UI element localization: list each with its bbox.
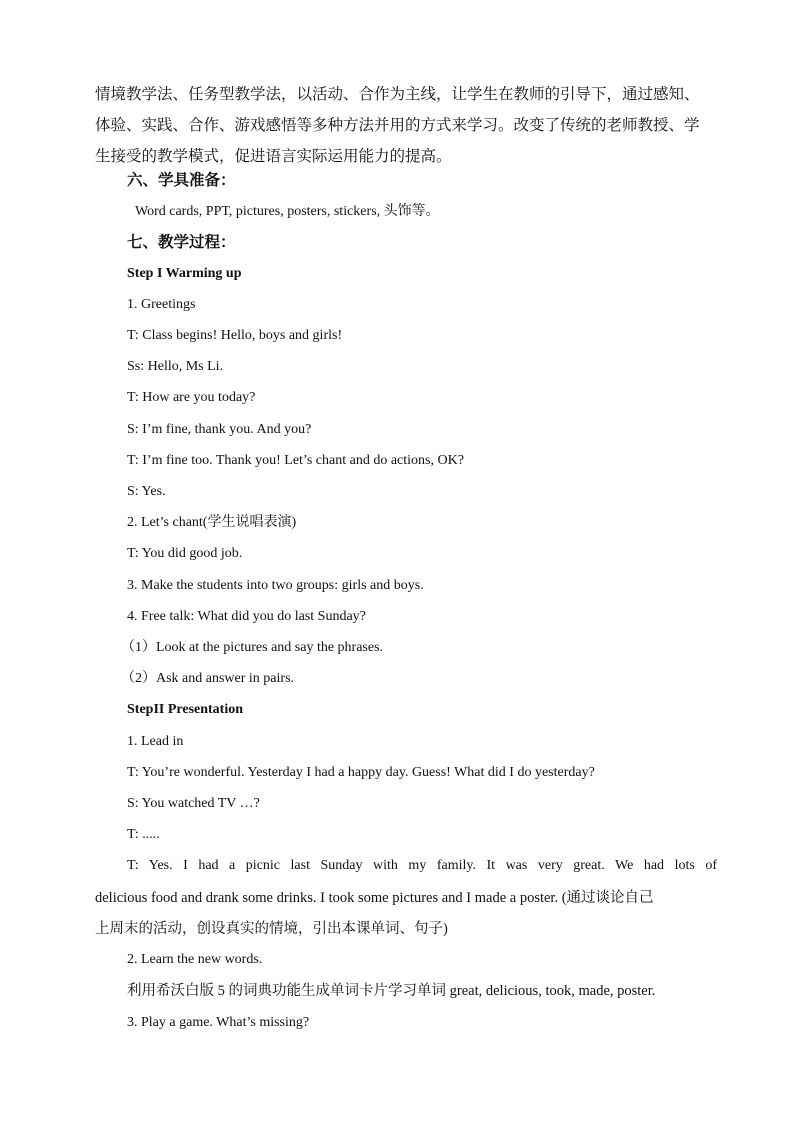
intro-line-3: 生接受的教学模式，促进语言实际运用能力的提高。 — [95, 148, 452, 165]
step-2-line: 2. Learn the new words. — [127, 952, 263, 967]
step-2-line: 3. Play a game. What’s missing? — [127, 1015, 310, 1030]
step-2-line: S: You watched TV …? — [127, 796, 260, 811]
step-1-line: 1. Greetings — [127, 297, 196, 312]
section-6-heading: 六、学具准备： — [127, 172, 236, 189]
intro-line-1: 情境教学法、任务型教学法，以活动、合作为主线，让学生在教师的引导下，通过感知、 — [95, 86, 700, 103]
step-2-line: T: ..... — [127, 827, 160, 842]
step-2-paragraph-line-1: T: Yes. I had a picnic last Sunday with my family. It was very great. We had lots of — [127, 858, 717, 873]
step-1-line: T: You did good job. — [127, 546, 243, 561]
step-2-paragraph-line-2: delicious food and drank some drinks. I took some pictures and I made a poster. (通过谈论自己 — [95, 890, 654, 906]
step-2-line: 1. Lead in — [127, 734, 184, 749]
step-1-line: Ss: Hello, Ms Li. — [127, 359, 224, 374]
step-1-line: T: I’m fine too. Thank you! Let’s chant and do actions, OK? — [127, 453, 464, 468]
step-2-line: T: You’re wonderful. Yesterday I had a happy day. Guess! What did I do yesterday? — [127, 765, 595, 780]
step-1-line: （1）Look at the pictures and say the phrases. — [121, 640, 384, 655]
step-1-title: Step I Warming up — [127, 266, 242, 281]
step-2-title: StepII Presentation — [127, 702, 244, 717]
step-1-line: （2）Ask and answer in pairs. — [121, 671, 295, 686]
step-1-line: S: I’m fine, thank you. And you? — [127, 422, 312, 437]
step-2-line: 利用希沃白版 5 的词典功能生成单词卡片学习单词 great, delicious, took, made, poster. — [127, 983, 656, 999]
section-6-content: Word cards, PPT, pictures, posters, stickers, 头饰等。 — [135, 204, 440, 219]
section-7-heading: 七、教学过程： — [127, 234, 236, 251]
step-1-line: S: Yes. — [127, 484, 166, 499]
step-1-line: T: How are you today? — [127, 390, 256, 405]
step-1-line: 3. Make the students into two groups: girls and boys. — [127, 578, 424, 593]
intro-line-2: 体验、实践、合作、游戏感悟等多种方法并用的方式来学习。改变了传统的老师教授、学 — [95, 117, 700, 134]
step-2-paragraph-line-3: 上周末的活动，创设真实的情境，引出本课单词、句子) — [95, 921, 448, 937]
step-1-line: T: Class begins! Hello, boys and girls! — [127, 328, 343, 343]
step-1-line: 2. Let’s chant(学生说唱表演) — [127, 515, 297, 530]
step-1-line: 4. Free talk: What did you do last Sunday? — [127, 609, 366, 624]
